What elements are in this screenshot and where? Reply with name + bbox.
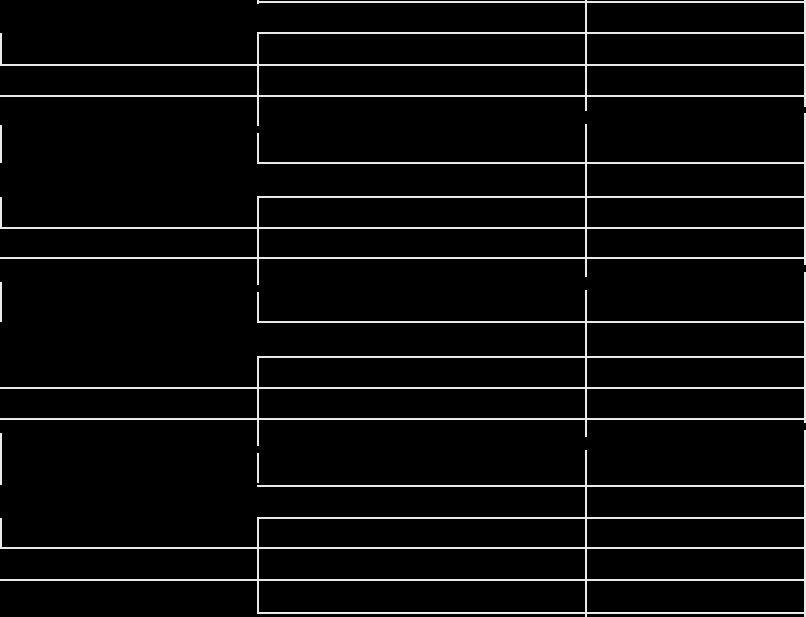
grid-line-vertical (0, 433, 2, 485)
grid-line-vertical (0, 125, 2, 163)
grid-line-vertical (257, 133, 259, 163)
grid-line-horizontal (257, 321, 806, 323)
grid-line-vertical (585, 0, 587, 111)
grid-line-horizontal (0, 64, 806, 66)
grid-line-vertical (257, 33, 259, 126)
grid-line-horizontal (257, 517, 806, 519)
grid-line-horizontal (0, 579, 806, 581)
grid-line-horizontal (257, 1, 806, 3)
grid-line-horizontal (257, 485, 806, 487)
grid-line-horizontal (257, 162, 806, 164)
grid-line-vertical (257, 518, 259, 614)
grid-line-horizontal (257, 356, 806, 358)
grid-line-horizontal (0, 95, 806, 97)
grid-line-horizontal (0, 418, 806, 420)
grid-line-vertical (257, 0, 259, 4)
grid-line-vertical (257, 197, 259, 285)
grid-line-vertical (257, 357, 259, 446)
grid-line-vertical (585, 124, 587, 277)
grid-line-horizontal (257, 32, 806, 34)
grid-line-horizontal (257, 196, 806, 198)
grid-line-horizontal (0, 387, 806, 389)
grid-line-vertical (0, 197, 2, 228)
grid-line-vertical (257, 453, 259, 483)
grid-line-horizontal (257, 612, 806, 614)
grid-line-vertical (0, 33, 2, 65)
grid-line-vertical (0, 518, 2, 548)
grid-line-vertical (257, 292, 259, 322)
grid-line-horizontal (0, 257, 806, 259)
grid-line-horizontal (0, 227, 806, 229)
grid-line-horizontal (0, 547, 806, 549)
grid-line-vertical (585, 290, 587, 437)
grid-line-vertical (585, 450, 587, 617)
grid-line-vertical (0, 282, 2, 322)
